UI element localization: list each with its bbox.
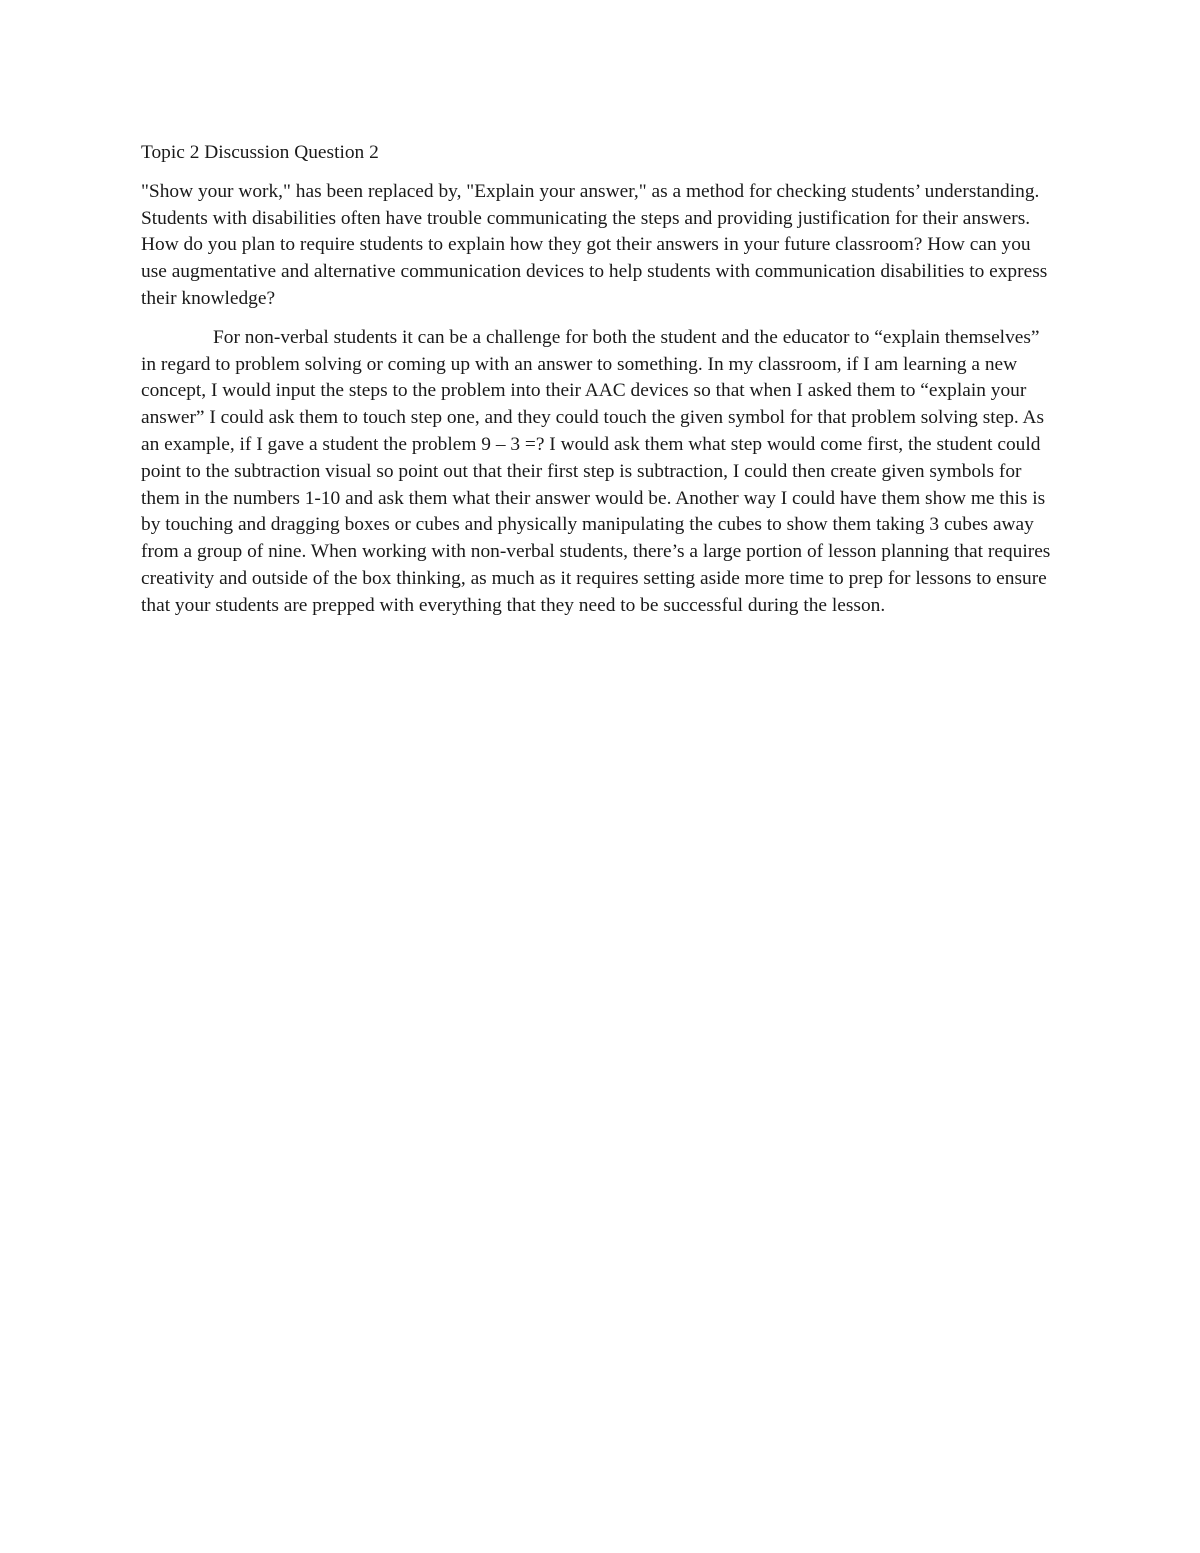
response-paragraph: For non-verbal students it can be a challenge for both the student and the educator to “explain themselves” in regard to problem solving or coming up with an answer to something. In my classroom, if I am learning a new concept, I would input the steps to the problem into their AAC devices so that when I asked them to “explain your answer” I could ask them to touch step one, and they could touch the given symbol for that problem solving step. As an example, if I gave a student the problem 9 – 3 =? I would ask them what step would come first, the student could point to the subtraction visual so point out that their first step is subtraction, I could then create given symbols for them in the numbers 1-10 and ask them what their answer would be. Another way I could have them show me this is by touching and dragging boxes or cubes and physically manipulating the cubes to show them taking 3 cubes away from a group of nine. When working with non-verbal students, there’s a large portion of lesson planning that requires creativity and outside of the box thinking, as much as it requires setting aside more time to prep for lessons to ensure that your students are prepped with everything that they need to be successful during the lesson. (141, 326, 1051, 616)
document-title: Topic 2 Discussion Question 2 (141, 142, 379, 163)
document-body (141, 140, 1059, 620)
discussion-prompt: "Show your work," has been replaced by, "Explain your answer," as a method for checking students’ understanding. Students with disabilities often have trouble communicating the steps and providing justification for their answers. How do you plan to require students to explain how they got their answers in your future classroom? How can you use augmentative and alternative communication devices to help students with communication disabilities to express their knowledge? (141, 180, 1048, 309)
